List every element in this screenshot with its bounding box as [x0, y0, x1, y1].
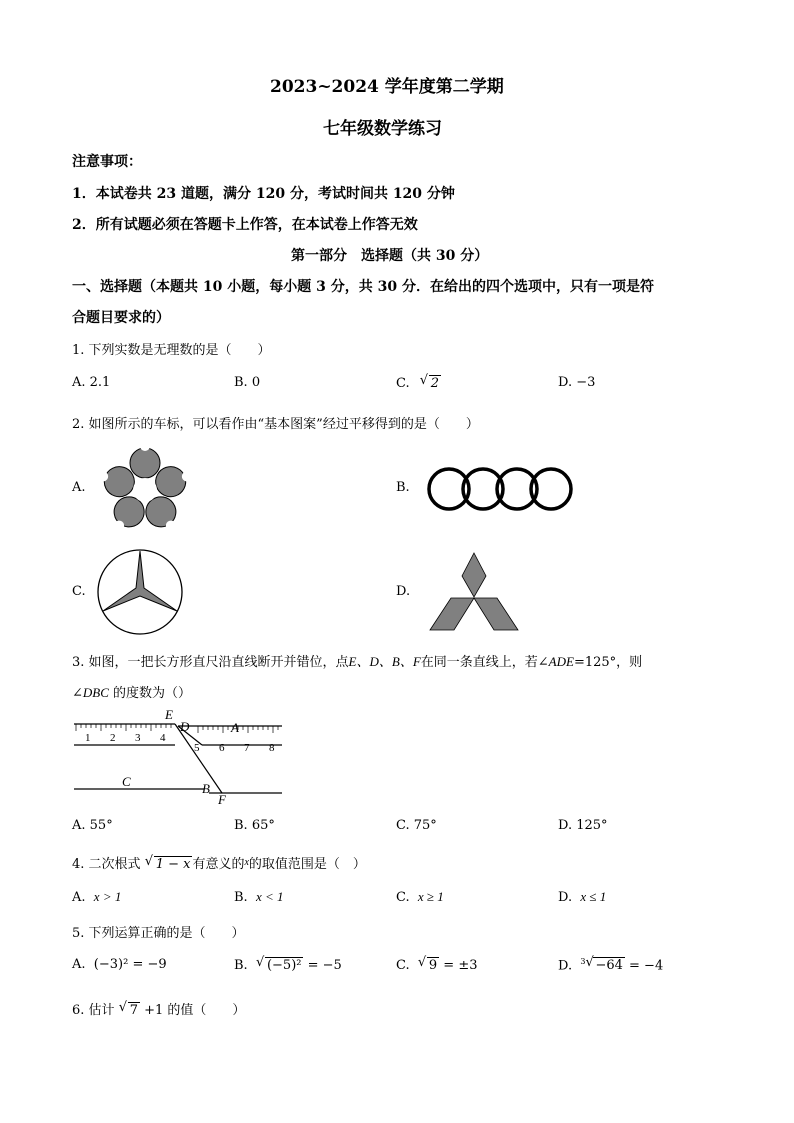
notice-item-1: 1．本试卷共 23 道题，满分 120 分，考试时间共 120 分钟 [72, 186, 455, 202]
q3-points: E、D、B、F [348, 654, 421, 669]
ruler-tick-label: 8 [269, 742, 275, 754]
q2-option-c: C. [72, 584, 86, 599]
question-3-stem-cont [72, 682, 191, 701]
q6-stem-part: 6. 估计 [72, 1003, 115, 1018]
q1-option-d: D. −3 [558, 375, 596, 390]
q4-option-c-expr: x ≥ 1 [417, 889, 444, 904]
ruler-tick-label: 2 [110, 732, 116, 744]
q2-option-d: D. [396, 584, 411, 599]
cbrt-expression: √ −64 [585, 955, 623, 974]
q3-angle: ADE [548, 654, 574, 669]
point-label-d: D [180, 719, 190, 734]
q4-stem-part: 的取值范围是（ ） [248, 857, 366, 872]
point-label-b: B [202, 781, 210, 796]
radicand: 9 [428, 958, 438, 973]
point-label-e: E [165, 707, 173, 722]
q4-option-c-label: C. [396, 890, 410, 905]
q3-option-c: C. 75° [396, 818, 437, 833]
radicand: 7 [129, 1003, 138, 1018]
q4-option-d-expr: x ≤ 1 [580, 889, 607, 904]
ruler-tick-label: 6 [219, 742, 225, 754]
radicand: −64 [595, 958, 623, 974]
radicand: 2 [430, 376, 440, 391]
ruler-tick-label: 4 [160, 732, 166, 744]
q5-option-a-label: A. [72, 957, 86, 972]
radicand: 1 − x [155, 857, 191, 872]
q3-option-b: B. 65° [234, 818, 275, 833]
three-diamonds-figure [428, 552, 520, 632]
sqrt-expression: √ 2 [419, 373, 440, 391]
q6-stem-part: +1 的值（ ） [139, 1003, 246, 1018]
q2-option-a: A. [72, 480, 86, 495]
star-circle-figure [96, 548, 184, 636]
q3-stem-part: 在同一条直线上，若∠ [420, 655, 549, 670]
q4-stem-part: 有意义的 [192, 857, 245, 872]
q1-option-c [396, 375, 441, 391]
section-instruction-cont: 合题目要求的） [72, 310, 170, 326]
q5-option-c-rest: = ±3 [439, 958, 478, 973]
page-title: 2023~2024 学年度第二学期 [270, 77, 504, 97]
radicand: (−5)² [266, 958, 302, 973]
q5-option-d-rest: = −4 [624, 958, 664, 974]
point-label-c: C [122, 774, 131, 789]
q2-option-b: B. [396, 480, 410, 495]
notice-heading: 注意事项： [72, 154, 142, 170]
q3-stem-part: =125°，则 [573, 655, 643, 670]
question-1-stem: 1. 下列实数是无理数的是（ ） [72, 343, 271, 358]
sqrt-expression: √ 9 [417, 955, 438, 973]
ruler-tick-label: 1 [85, 732, 91, 744]
sqrt-expression: √ 1 − x [144, 854, 191, 872]
question-4-stem [72, 853, 366, 872]
four-rings-figure [425, 465, 575, 513]
q5-option-a-expr: (−3)² = −9 [93, 957, 167, 972]
ruler-tick-label: 5 [194, 742, 200, 754]
sqrt-expression: √ (−5)² [255, 955, 302, 973]
point-label-a: A [231, 720, 239, 735]
q3-angle-dbc: ∠DBC [72, 685, 109, 700]
q4-option-c [396, 889, 444, 905]
ruler-tick-label: 7 [244, 742, 250, 754]
part-title: 第一部分 选择题（共 30 分） [291, 248, 489, 264]
q5-option-c-label: C. [396, 958, 410, 973]
q1-option-c-label: C. [396, 376, 410, 391]
q5-option-c [396, 957, 478, 973]
q4-option-d [558, 889, 606, 905]
point-label-f: F [218, 792, 226, 807]
q5-option-b [234, 957, 342, 973]
question-6-stem [72, 999, 245, 1018]
cube-root-index: 3 [580, 957, 586, 966]
q5-option-d-label: D. [558, 958, 573, 974]
q5-option-b-label: B. [234, 958, 248, 973]
question-5-stem: 5. 下列运算正确的是（ ） [72, 926, 245, 941]
q3-option-d: D. 125° [558, 818, 608, 833]
page-subtitle: 七年级数学练习 [323, 119, 442, 139]
q5-option-a [72, 957, 167, 972]
q1-option-a: A. 2.1 [72, 375, 111, 390]
q4-option-b-label: B. [234, 890, 248, 905]
question-2-stem: 2. 如图所示的车标，可以看作由“基本图案”经过平移得到的是（ ） [72, 417, 479, 432]
question-3-stem [72, 651, 642, 670]
q3-option-a: A. 55° [72, 818, 113, 833]
flower-logo-figure [100, 445, 190, 535]
q3-stem-part: 3. 如图，一把长方形直尺沿直线断开并错位，点 [72, 655, 349, 670]
q4-option-a-expr: x > 1 [93, 889, 122, 904]
q4-option-a [72, 889, 121, 905]
q4-option-b [234, 889, 284, 905]
q4-option-d-label: D. [558, 890, 573, 905]
q5-option-d [558, 957, 663, 973]
q4-variable: x [244, 857, 249, 868]
q4-option-b-expr: x < 1 [255, 889, 284, 904]
broken-ruler-figure [72, 705, 287, 807]
q4-option-a-label: A. [72, 890, 86, 905]
q4-stem-part: 4. 二次根式 [72, 857, 141, 872]
q5-option-b-rest: = −5 [303, 958, 342, 973]
sqrt-expression: √ 7 [118, 1000, 138, 1018]
section-instruction: 一、选择题（本题共 10 小题，每小题 3 分，共 30 分．在给出的四个选项中，只有一项是符 [72, 279, 654, 295]
q3-stem-part: 的度数为（） [108, 686, 192, 701]
ruler-tick-label: 3 [135, 732, 141, 744]
notice-item-2: 2．所有试题必须在答题卡上作答，在本试卷上作答无效 [72, 217, 418, 233]
q1-option-b: B. 0 [234, 375, 261, 390]
